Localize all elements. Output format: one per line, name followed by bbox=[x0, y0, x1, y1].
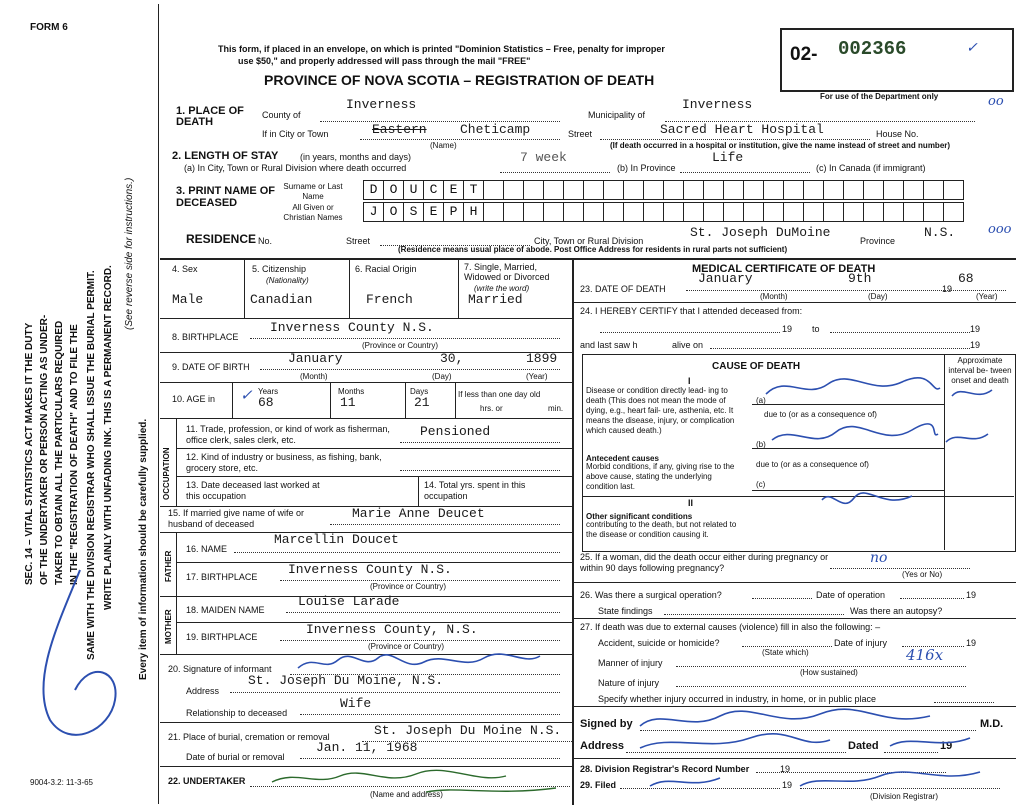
side-notice-line4: IN THE "REGISTRATION OF DEATH" AND TO FILE THE bbox=[69, 324, 80, 585]
residence-city-value: St. Joseph DuMoine bbox=[690, 225, 831, 240]
years-value: 68 bbox=[258, 395, 274, 410]
given-letter-box bbox=[504, 203, 524, 221]
surname-letter-box: U bbox=[404, 181, 424, 199]
nature-label: Nature of injury bbox=[598, 678, 660, 688]
surname-letter-box: O bbox=[384, 181, 404, 199]
death-day-caption: (Day) bbox=[868, 292, 888, 301]
sex-label: 4. Sex bbox=[172, 264, 198, 274]
cause-c-marker: (c) bbox=[756, 480, 766, 489]
place-label: 1. PLACE OF DEATH bbox=[176, 105, 244, 128]
surname-letter-box: T bbox=[464, 181, 484, 199]
q29-19: 19 bbox=[782, 780, 793, 790]
last-saw-label: and last saw h bbox=[580, 340, 638, 350]
citizenship-label: 5. Citizenship bbox=[252, 264, 307, 274]
q23-label: 23. DATE OF DEATH bbox=[580, 284, 666, 294]
months-value: 11 bbox=[340, 395, 356, 410]
birthplace-caption: (Province or Country) bbox=[362, 341, 439, 350]
given-letter-box bbox=[644, 203, 664, 221]
city-struck-value: Eastern bbox=[372, 122, 427, 137]
given-letter-box: E bbox=[424, 203, 444, 221]
burial-place: St. Joseph Du Moine N.S. bbox=[374, 723, 562, 738]
surname-letter-box: C bbox=[424, 181, 444, 199]
md-label: M.D. bbox=[980, 718, 1004, 730]
surname-boxes bbox=[363, 180, 964, 200]
surname-letter-box bbox=[944, 181, 964, 199]
years-label: Years bbox=[258, 387, 279, 396]
occupation-side-label: OCCUPATION bbox=[162, 447, 171, 500]
q25-label: 25. If a woman, did the death occur either during pregnancy or within 90 days following pregnancy? bbox=[580, 552, 829, 573]
q12-label: 12. Kind of industry or business, as fishing, bank, grocery store, etc. bbox=[186, 452, 382, 473]
q20-label: 20. Signature of informant bbox=[168, 664, 272, 674]
reg-prefix: 02- bbox=[790, 44, 818, 65]
medical-title: MEDICAL CERTIFICATE OF DEATH bbox=[692, 263, 876, 275]
dept-code-2: ooo bbox=[988, 222, 1012, 237]
surname-letter-box bbox=[704, 181, 724, 199]
informant-address: St. Joseph Du Moine, N.S. bbox=[248, 673, 444, 688]
informant-address-label: Address bbox=[186, 686, 220, 696]
pregnancy-answer: no bbox=[870, 550, 888, 566]
marital-sub: (write the word) bbox=[474, 284, 530, 293]
dob-day: 30, bbox=[440, 351, 464, 366]
stay-b-label: (b) In Province bbox=[617, 163, 676, 173]
birthplace-value: Inverness County N.S. bbox=[270, 320, 434, 335]
surname-letter-box bbox=[544, 181, 564, 199]
county-value: Inverness bbox=[346, 97, 417, 112]
state-which-caption: (State which) bbox=[762, 648, 809, 657]
death-year: 68 bbox=[958, 271, 974, 286]
envelope-note-2: use $50," and properly addressed will pass through the mail "FREE" bbox=[238, 56, 531, 66]
attended-to: to bbox=[812, 324, 820, 334]
residence-no-label: No. bbox=[258, 236, 273, 246]
residence-label: RESIDENCE bbox=[186, 232, 257, 246]
death-year-caption: (Year) bbox=[976, 292, 998, 301]
given-letter-box: P bbox=[444, 203, 464, 221]
stay-label: 2. LENGTH OF STAY bbox=[172, 150, 279, 162]
burial-date: Jan. 11, 1968 bbox=[316, 740, 418, 755]
surname-letter-box bbox=[844, 181, 864, 199]
residence-city-label: City, Town or Rural Division bbox=[534, 236, 644, 246]
cause-handwriting bbox=[762, 370, 1012, 530]
given-letter-box bbox=[544, 203, 564, 221]
q24-label: 24. I HEREBY CERTIFY that I attended deceased from: bbox=[580, 306, 803, 316]
attended-to-19: 19 bbox=[970, 324, 981, 334]
dob-year-caption: (Year) bbox=[526, 372, 548, 381]
street-value: Sacred Heart Hospital bbox=[660, 122, 824, 137]
street-label: Street bbox=[568, 129, 593, 139]
yes-no-caption: (Yes or No) bbox=[902, 570, 943, 579]
side-notice-line3: TAKER TO OBTAIN ALL THE PARTICULARS REQUIRED bbox=[54, 320, 65, 585]
q18-label: 18. MAIDEN NAME bbox=[186, 605, 265, 615]
min-label: min. bbox=[548, 404, 564, 413]
side-notice-line1: SEC. 14 – VITAL STATISTICS ACT MAKES IT THE DUTY bbox=[24, 322, 35, 585]
surname-letter-box bbox=[724, 181, 744, 199]
op-date-label: Date of operation bbox=[816, 590, 886, 600]
side-notice-line6: WRITE PLAINLY WITH UNFADING INK. THIS IS A PERMANENT RECORD. bbox=[103, 265, 114, 610]
residence-province-value: N.S. bbox=[924, 225, 956, 240]
alive-on-label: alive on bbox=[672, 340, 704, 350]
due-to-1: due to (or as a consequence of) bbox=[764, 410, 877, 419]
days-label: Days bbox=[410, 387, 429, 396]
surname-letter-box bbox=[584, 181, 604, 199]
death-month: January bbox=[698, 271, 753, 286]
findings-label: State findings bbox=[598, 606, 653, 616]
months-label: Months bbox=[338, 387, 365, 396]
given-letter-box bbox=[664, 203, 684, 221]
attended-from-19: 19 bbox=[782, 324, 793, 334]
manner-label: Manner of injury bbox=[598, 658, 663, 668]
given-letter-box bbox=[604, 203, 624, 221]
stay-a-value: 7 week bbox=[520, 150, 567, 165]
name-label: 3. PRINT NAME OF DECEASED bbox=[176, 185, 276, 209]
margin-line bbox=[158, 4, 159, 804]
marital-value: Married bbox=[468, 292, 523, 307]
given-letter-box bbox=[944, 203, 964, 221]
relationship-value: Wife bbox=[340, 696, 372, 711]
surname-letter-box bbox=[484, 181, 504, 199]
given-letter-box bbox=[784, 203, 804, 221]
stay-c-label: (c) In Canada (if immigrant) bbox=[816, 163, 926, 173]
given-letter-box bbox=[484, 203, 504, 221]
father-name: Marcellin Doucet bbox=[274, 532, 399, 547]
stay-b-value: Life bbox=[712, 150, 744, 165]
given-letter-box bbox=[864, 203, 884, 221]
surname-letter-box bbox=[524, 181, 544, 199]
given-letter-box bbox=[764, 203, 784, 221]
surname-letter-box bbox=[804, 181, 824, 199]
q19-label: 19. BIRTHPLACE bbox=[186, 632, 258, 642]
side-notice-line2: OF THE UNDERTAKER OR PERSON ACTING AS UNDER- bbox=[39, 314, 50, 585]
city-label: If in City or Town bbox=[262, 129, 329, 139]
op-date-19: 19 bbox=[966, 590, 977, 600]
q14-label: 14. Total yrs. spent in this occupation bbox=[424, 480, 526, 501]
given-letter-box bbox=[824, 203, 844, 221]
given-letter-box bbox=[924, 203, 944, 221]
surname-letter-box bbox=[764, 181, 784, 199]
surname-letter-box bbox=[644, 181, 664, 199]
death-day: 9th bbox=[848, 271, 872, 286]
q16-label: 16. NAME bbox=[186, 544, 228, 554]
given-label: All Given or Christian Names bbox=[283, 203, 343, 222]
side-notice-line8: Every item of information should be carefully supplied. bbox=[138, 418, 149, 680]
registrar-handwriting bbox=[640, 758, 1000, 792]
envelope-note-1: This form, if placed in an envelope, on which is printed "Dominion Statistics – Free, penalty for improper bbox=[218, 44, 665, 54]
citizenship-value: Canadian bbox=[250, 292, 313, 307]
q29-label: 29. Filed bbox=[580, 780, 617, 790]
dob-year: 1899 bbox=[526, 351, 558, 366]
death-month-caption: (Month) bbox=[760, 292, 788, 301]
form-code: 9004-3.2: 11-3-65 bbox=[30, 778, 94, 787]
residence-province-label: Province bbox=[860, 236, 896, 246]
surname-letter-box bbox=[744, 181, 764, 199]
residence-note: (Residence means usual place of abode. Post Office Address for residents in rural parts not sufficient) bbox=[398, 245, 788, 254]
surname-letter-box bbox=[904, 181, 924, 199]
roman-1: I bbox=[688, 376, 691, 386]
given-letter-box: O bbox=[384, 203, 404, 221]
dob-label: 9. DATE OF BIRTH bbox=[172, 362, 250, 372]
surname-letter-box bbox=[564, 181, 584, 199]
father-birthplace: Inverness County N.S. bbox=[288, 562, 452, 577]
side-notice-line7: (See reverse side for instructions.) bbox=[124, 177, 135, 330]
given-letter-box: H bbox=[464, 203, 484, 221]
surname-letter-box bbox=[824, 181, 844, 199]
given-letter-box bbox=[584, 203, 604, 221]
hrs-label: hrs. or bbox=[480, 404, 503, 413]
autopsy-label: Was there an autopsy? bbox=[850, 606, 943, 616]
house-label: House No. bbox=[876, 129, 919, 139]
surname-letter-box bbox=[624, 181, 644, 199]
last-saw-19: 19 bbox=[970, 340, 981, 350]
q26-label: 26. Was there a surgical operation? bbox=[580, 590, 722, 600]
dept-code-1: oo bbox=[988, 94, 1004, 109]
mother-side-label: MOTHER bbox=[164, 609, 173, 644]
side-notice-line5: SAME WITH THE DIVISION REGISTRAR WHO SHALL ISSUE THE BURIAL PERMIT. bbox=[86, 270, 97, 660]
given-letter-box bbox=[624, 203, 644, 221]
q17-label: 17. BIRTHPLACE bbox=[186, 572, 258, 582]
physician-signature bbox=[630, 706, 1010, 752]
surname-letter-box bbox=[884, 181, 904, 199]
surname-letter-box bbox=[664, 181, 684, 199]
dated-label: Dated bbox=[848, 740, 879, 752]
age-label: 10. AGE in bbox=[172, 394, 216, 404]
antecedent-text: Morbid conditions, if any, giving rise to the above cause, stating the underlying condition last. bbox=[586, 462, 735, 491]
q27-label: 27. If death was due to external causes (violence) fill in also the following: – bbox=[580, 622, 881, 632]
surname-letter-box bbox=[684, 181, 704, 199]
undertaker-caption: (Name and address) bbox=[370, 790, 443, 799]
marital-label: 7. Single, Married, Widowed or Divorced bbox=[464, 262, 550, 282]
given-letter-box bbox=[904, 203, 924, 221]
burial-date-label: Date of burial or removal bbox=[186, 752, 285, 762]
surname-letter-box bbox=[924, 181, 944, 199]
form-title: PROVINCE OF NOVA SCOTIA – REGISTRATION OF DEATH bbox=[264, 72, 655, 88]
name-caption: (Name) bbox=[430, 141, 457, 150]
mother-name: Louise Larade bbox=[298, 594, 400, 609]
given-letter-box bbox=[704, 203, 724, 221]
dept-use-label: For use of the Department only bbox=[820, 92, 939, 101]
cause-b-marker: (b) bbox=[756, 440, 766, 449]
birthplace-label: 8. BIRTHPLACE bbox=[172, 332, 239, 342]
given-letter-box: J bbox=[364, 203, 384, 221]
reg-number: 002366 bbox=[838, 38, 907, 60]
municipality-label: Municipality of bbox=[588, 110, 646, 120]
given-letter-box bbox=[524, 203, 544, 221]
days-value: 21 bbox=[414, 395, 430, 410]
physician-address-label: Address bbox=[580, 740, 625, 752]
given-letter-box bbox=[684, 203, 704, 221]
wife-value: Marie Anne Deucet bbox=[352, 506, 485, 521]
dob-month: January bbox=[288, 351, 343, 366]
place-note: (If death occurred in a hospital or institution, give the name instead of street and number) bbox=[610, 141, 951, 150]
surname-letter-box: E bbox=[444, 181, 464, 199]
other-title: Other significant conditions bbox=[586, 512, 693, 521]
q15-label: 15. If married give name of wife or husband of deceased bbox=[168, 508, 305, 529]
check-mark: ✓ bbox=[966, 40, 978, 56]
surname-letter-box bbox=[604, 181, 624, 199]
dob-day-caption: (Day) bbox=[432, 372, 452, 381]
municipality-value: Inverness bbox=[682, 97, 753, 112]
surname-letter-box bbox=[504, 181, 524, 199]
cause-title: CAUSE OF DEATH bbox=[712, 361, 801, 372]
sex-value: Male bbox=[172, 292, 204, 307]
age-check-mark: ✓ bbox=[240, 386, 253, 404]
disease-text: Disease or condition directly lead- ing to death (This does not mean the mode of dying, e.g., heart fail- ure, asthenia, etc. It means the disease, injury, or complication which caused death.) bbox=[586, 386, 735, 435]
less-day-label: If less than one day old bbox=[458, 390, 541, 399]
relationship-label: Relationship to deceased bbox=[186, 708, 288, 718]
stay-a-label: (a) In City, Town or Rural Division where death occurred bbox=[184, 163, 407, 173]
surname-label: Surname or Last Name bbox=[283, 182, 343, 201]
race-value: French bbox=[366, 292, 413, 307]
due-to-2: due to (or as a consequence of) bbox=[756, 460, 869, 469]
dept-code-3: 416x bbox=[906, 646, 944, 664]
given-letter-box bbox=[884, 203, 904, 221]
given-letter-box bbox=[564, 203, 584, 221]
injury-date-19: 19 bbox=[966, 638, 977, 648]
q22-label: 22. UNDERTAKER bbox=[168, 776, 246, 786]
surname-letter-box bbox=[784, 181, 804, 199]
interval-label: Approximate interval be- tween onset and death bbox=[948, 356, 1012, 385]
handwritten-mark bbox=[20, 560, 130, 760]
residence-street-label: Street bbox=[346, 236, 371, 246]
mother-birthplace: Inverness County, N.S. bbox=[306, 622, 478, 637]
signed-by-label: Signed by bbox=[580, 718, 633, 730]
how-caption: (How sustained) bbox=[800, 668, 858, 677]
given-letter-box bbox=[844, 203, 864, 221]
q11-value: Pensioned bbox=[420, 424, 491, 439]
county-label: County of bbox=[262, 110, 301, 120]
given-boxes bbox=[363, 202, 964, 222]
given-letter-box: S bbox=[404, 203, 424, 221]
father-side-label: FATHER bbox=[164, 550, 173, 582]
roman-2: II bbox=[688, 498, 694, 508]
death-year-prefix: 19 bbox=[942, 284, 953, 294]
q13-label: 13. Date deceased last worked at this occupation bbox=[186, 480, 320, 501]
form-number: FORM 6 bbox=[30, 22, 68, 33]
injury-date-label: Date of injury bbox=[834, 638, 888, 648]
registrar-caption: (Division Registrar) bbox=[870, 792, 939, 801]
antecedent-title: Antecedent causes bbox=[586, 454, 659, 463]
citizenship-sub: (Nationality) bbox=[266, 276, 309, 285]
q28-19: 19 bbox=[780, 764, 791, 774]
father-bp-caption: (Province or Country) bbox=[370, 582, 447, 591]
mother-bp-caption: (Province or Country) bbox=[368, 642, 445, 651]
industry-label: Specify whether injury occurred in industry, in home, or in public place bbox=[598, 694, 876, 704]
accident-label: Accident, suicide or homicide? bbox=[598, 638, 720, 648]
given-letter-box bbox=[744, 203, 764, 221]
given-letter-box bbox=[724, 203, 744, 221]
column-divider bbox=[572, 258, 574, 805]
race-label: 6. Racial Origin bbox=[355, 264, 417, 274]
dated-19: 19 bbox=[940, 740, 953, 752]
stay-sub: (in years, months and days) bbox=[300, 152, 412, 162]
q28-label: 28. Division Registrar's Record Number bbox=[580, 764, 750, 774]
surname-letter-box bbox=[864, 181, 884, 199]
q11-label: 11. Trade, profession, or kind of work as fisherman, office clerk, sales clerk, etc. bbox=[186, 424, 390, 445]
surname-letter-box: D bbox=[364, 181, 384, 199]
cause-a-marker: (a) bbox=[756, 396, 766, 405]
given-letter-box bbox=[804, 203, 824, 221]
city-value: Cheticamp bbox=[460, 122, 531, 137]
other-text: contributing to the death, but not related to the disease or condition causing it. bbox=[586, 520, 737, 539]
dob-month-caption: (Month) bbox=[300, 372, 328, 381]
q21-label: 21. Place of burial, cremation or removal bbox=[168, 732, 330, 742]
